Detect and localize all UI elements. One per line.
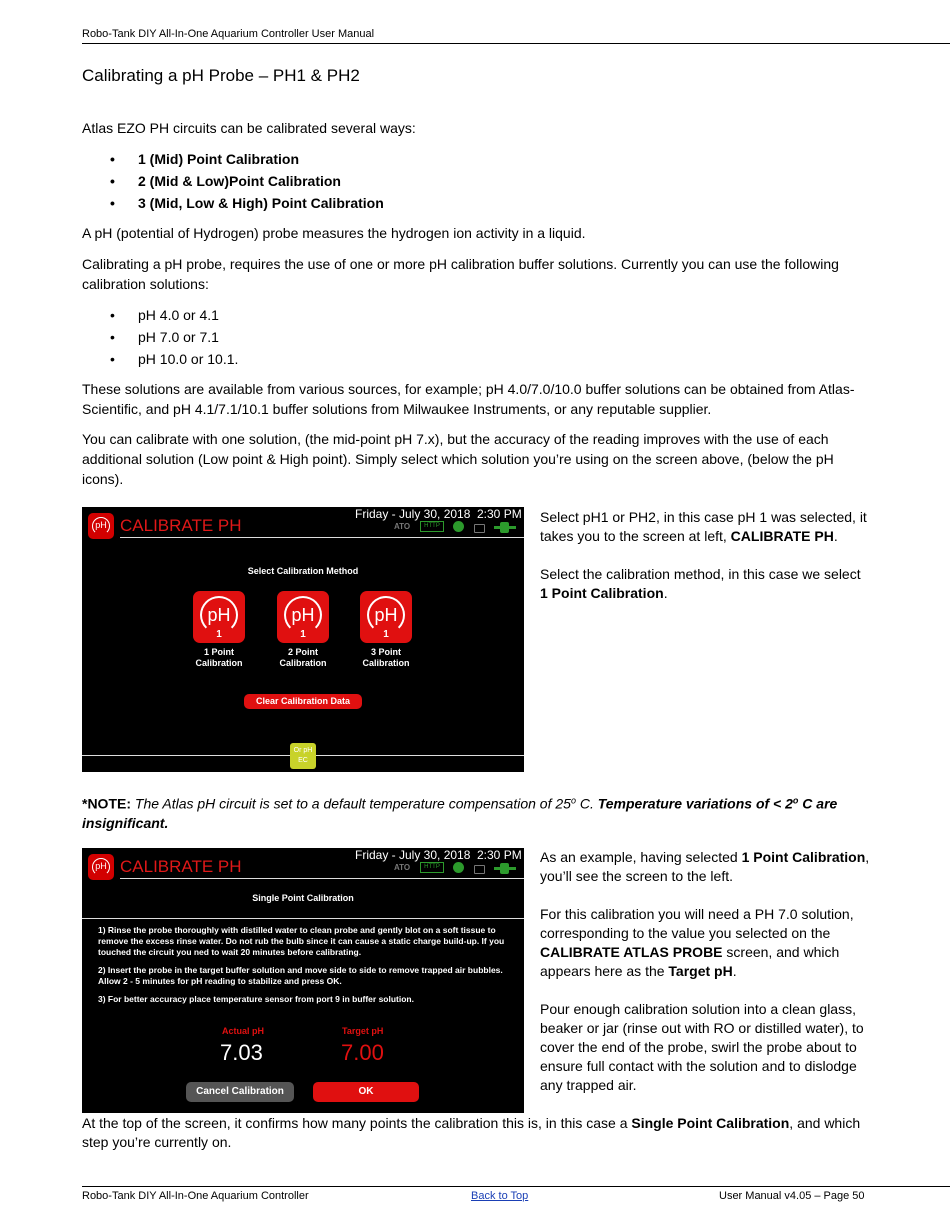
list-item: • 2 (Mid & Low)Point Calibration <box>110 170 384 192</box>
calibration-paragraph: Calibrating a pH probe, requires the use of one or more pH calibration buffer solutions. Currently you can use the following calibration solutions: <box>82 256 839 292</box>
list-item: • pH 4.0 or 4.1 <box>110 304 238 326</box>
ph-logo-icon: pH <box>88 513 114 539</box>
instruction-step-2: 2) Insert the probe in the target buffer solution and move side to side to remove trapped air bubbles. Allow 2 - 5 minutes for pH reading to stabilize and press OK. <box>98 965 503 986</box>
single-point-heading: Single Point Calibration <box>252 893 354 903</box>
ato-status: ATO <box>394 863 411 872</box>
calibration-instructions <box>98 925 510 1012</box>
screen-time: 2:30 PM <box>477 507 522 521</box>
ato-status: ATO <box>394 522 411 531</box>
footer-left: Robo-Tank DIY All-In-One Aquarium Controller <box>82 1190 309 1202</box>
three-point-caption: 3 Point Calibration <box>362 647 410 668</box>
accuracy-paragraph: You can calibrate with one solution, (the mid-point pH 7.x), but the accuracy of the reading improves with the use of each additional solution (Low point & High point). Simply select which solution you’re using on the screen above, (below the pH icons). <box>82 431 834 487</box>
ec-toggle-button[interactable]: Or pH EC <box>290 743 316 769</box>
cancel-calibration-button[interactable]: Cancel Calibration <box>186 1082 294 1102</box>
screen-time: 2:30 PM <box>477 848 522 862</box>
list-item: • 3 (Mid, Low & High) Point Calibration <box>110 192 384 214</box>
ok-button[interactable]: OK <box>313 1082 419 1102</box>
list-item: • pH 10.0 or 10.1. <box>110 348 238 370</box>
ph-definition-paragraph: A pH (potential of Hydrogen) probe measures the hydrogen ion activity in a liquid. <box>82 225 586 241</box>
three-point-calibration-button[interactable]: pH 1 <box>360 591 412 643</box>
two-point-caption: 2 Point Calibration <box>279 647 327 668</box>
globe-icon <box>453 521 464 532</box>
screen-title: CALIBRATE PH <box>120 516 242 535</box>
running-header: Robo-Tank DIY All-In-One Aquarium Controller User Manual <box>82 28 375 40</box>
calibrate-ph-screenshot-1 <box>82 507 524 772</box>
title-divider <box>120 537 524 538</box>
temperature-note: *NOTE: The Atlas pH circuit is set to a default temperature compensation of 25$^o$ C. Temperature variations of < $2^o$ C are insignificant. <box>82 795 838 831</box>
lock-icon <box>474 865 485 874</box>
one-point-caption: 1 Point Calibration <box>195 647 243 668</box>
heading-divider <box>82 918 524 919</box>
select-method-heading: Select Calibration Method <box>247 566 359 576</box>
list-item: • 1 (Mid) Point Calibration <box>110 148 384 170</box>
sources-paragraph: These solutions are available from various sources, for example; pH 4.0/7.0/10.0 buffer solutions can be obtained from Atlas-Scientific, and pH 4.1/7.1/10.1 buffer solutions from Milwaukee Instruments, or any reputable supplier. <box>82 381 855 417</box>
ph-logo-icon: pH <box>88 854 114 880</box>
target-ph-value: 7.00 <box>341 1040 384 1065</box>
screen-date: Friday - July 30, 2018 <box>355 848 471 862</box>
footer-rule <box>82 1186 950 1187</box>
actual-ph-value: 7.03 <box>220 1040 263 1065</box>
methods-list <box>110 148 384 214</box>
one-point-calibration-button[interactable]: pH 1 <box>193 591 245 643</box>
intro-paragraph: Atlas EZO PH circuits can be calibrated several ways: <box>82 120 416 136</box>
globe-icon <box>453 862 464 873</box>
screen-date: Friday - July 30, 2018 <box>355 507 471 521</box>
actual-ph-label: Actual pH <box>222 1026 265 1036</box>
http-status-icon: HTTP <box>420 862 444 873</box>
clear-calibration-button[interactable]: Clear Calibration Data <box>244 694 362 709</box>
solutions-list <box>110 304 238 370</box>
closing-paragraph: At the top of the screen, it confirms how many points the calibration this is, in this case a Single Point Calibration, and which step you’re currently on. <box>82 1115 861 1150</box>
calibrate-ph-screenshot-2 <box>82 848 524 1113</box>
instruction-step-1: 1) Rinse the probe thoroughly with distilled water to clean probe and gently blot on a soft tissue to remove the excess rinse water. Do not rub the bulb since it can cause a static charge build-up. If you touched the circuit you ned to wait 20 minutes before calibrating. <box>98 925 505 957</box>
power-plug-icon <box>494 867 516 870</box>
section-title: Calibrating a pH Probe – PH1 & PH2 <box>82 66 360 85</box>
instruction-step-3: 3) For better accuracy place temperature sensor from port 9 in buffer solution. <box>98 994 414 1004</box>
side-text-1: Select pH1 or PH2, in this case pH 1 was selected, it takes you to the screen at left, CALIBRATE PH. Select the calibration method, in this case we select 1 Point Calibration. <box>540 509 867 601</box>
back-to-top-link[interactable]: Back to Top <box>471 1190 529 1202</box>
two-point-calibration-button[interactable]: pH 1 <box>277 591 329 643</box>
http-status-icon: HTTP <box>420 521 444 532</box>
header-rule <box>82 43 950 44</box>
title-divider <box>120 878 524 879</box>
screen-title: CALIBRATE PH <box>120 857 242 876</box>
lock-icon <box>474 524 485 533</box>
list-item: • pH 7.0 or 7.1 <box>110 326 238 348</box>
target-ph-label: Target pH <box>342 1026 384 1036</box>
footer-page-number: User Manual v4.05 – Page 50 <box>719 1190 865 1202</box>
power-plug-icon <box>494 526 516 529</box>
side-text-2: As an example, having selected 1 Point Calibration, you’ll see the screen to the left. For this calibration you will need a PH 7.0 solution, corresponding to the value you selected on the CALIBRATE ATLAS PROBE screen, and which appears here as the Target pH. Pour enough calibration solution into a clean glass, beaker or jar (rinse out with RO or distilled water), to cover the end of the probe, swirl the probe about to ensure full contact with the solution and to dislodge any trapped air. <box>540 849 870 1093</box>
